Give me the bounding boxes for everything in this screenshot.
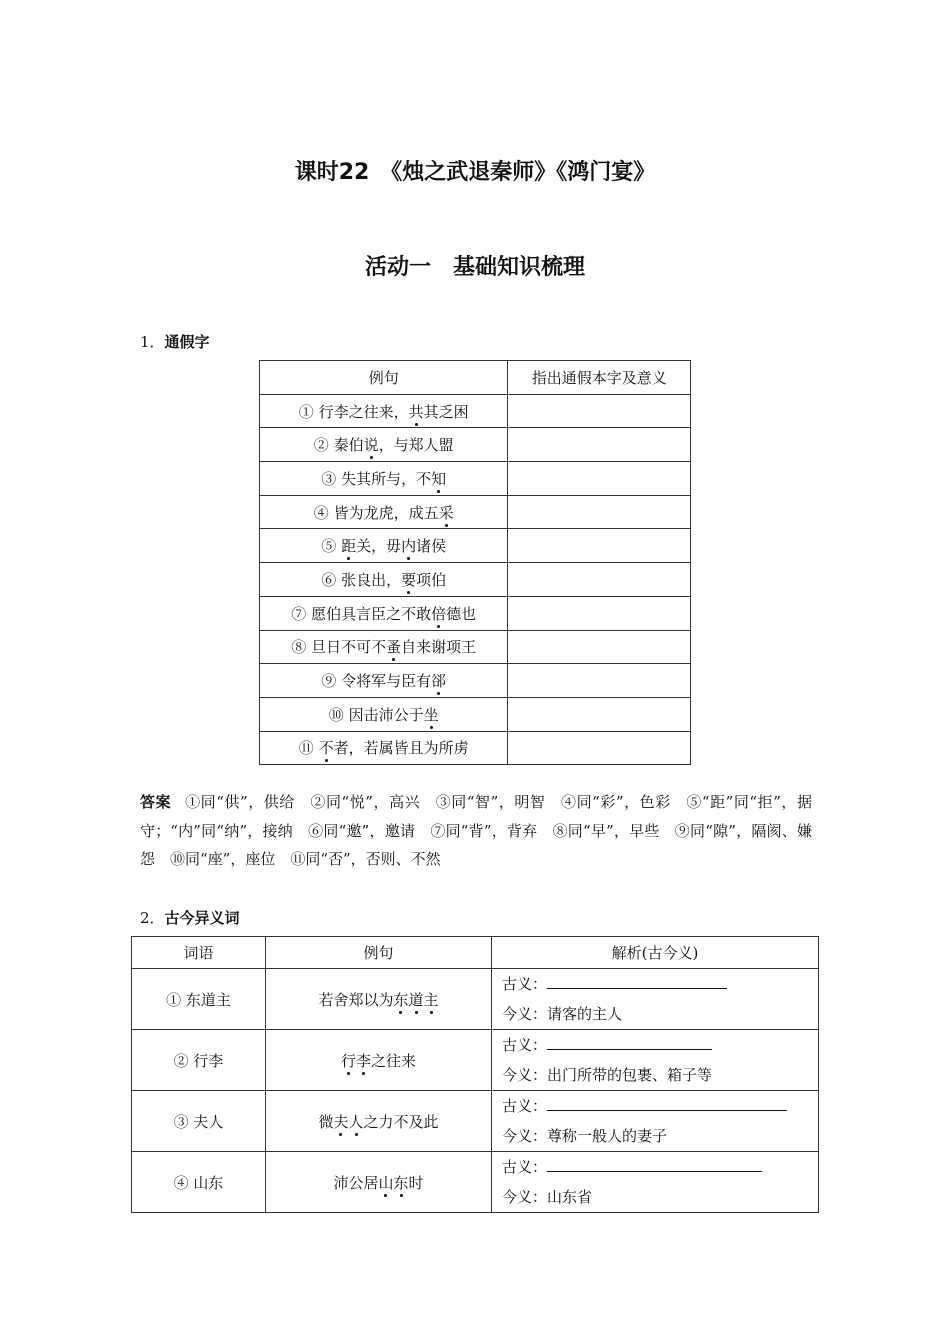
answer-cell[interactable]	[508, 529, 691, 563]
example-number: ④	[313, 503, 329, 522]
example-cell	[260, 697, 508, 731]
page-title: 课时22 《烛之武退秦师》《鸿门宴》	[294, 160, 656, 185]
dotted-char: 采	[438, 503, 454, 522]
table-row	[260, 529, 691, 563]
dotted-char: 内	[401, 537, 417, 556]
gu-blank[interactable]	[547, 1156, 762, 1172]
example-cell	[266, 1152, 492, 1213]
table-header-row	[260, 361, 691, 395]
example-text: 张良出，	[341, 570, 402, 589]
answer-cell[interactable]	[508, 731, 691, 765]
example-text: 之往来	[371, 1051, 417, 1070]
dotted-char: 知	[431, 469, 447, 488]
gu-line	[502, 969, 818, 999]
gu-blank[interactable]	[547, 1034, 712, 1050]
answer-label: 答案	[140, 793, 172, 811]
gu-line	[502, 1091, 818, 1121]
example-cell	[260, 462, 508, 496]
example-text: 诸侯	[416, 537, 447, 556]
gujin-table	[131, 936, 819, 1213]
answer-cell[interactable]	[508, 697, 691, 731]
answer-cell[interactable]	[508, 394, 691, 428]
jin-text: 尊称一般人的妻子	[547, 1127, 668, 1145]
example-text: 若舍郑以为	[318, 990, 394, 1009]
example-number: ②	[313, 436, 329, 455]
answer-cell[interactable]	[508, 563, 691, 597]
gu-blank[interactable]	[547, 1095, 787, 1111]
example-text: 皆为龙虎，成五	[333, 503, 439, 522]
example-cell	[260, 495, 508, 529]
example-number: ⑤	[321, 537, 337, 556]
example-text: 时	[408, 1173, 424, 1192]
dotted-char: 共	[408, 402, 424, 421]
example-cell	[260, 731, 508, 765]
example-number: ⑩	[328, 705, 344, 724]
dotted-char: 要	[401, 570, 417, 589]
dotted-char: 东	[393, 990, 409, 1009]
jin-line	[502, 999, 818, 1029]
analysis-cell	[492, 1152, 819, 1213]
example-text: 之力不及此	[363, 1112, 439, 1131]
example-number: ⑪	[298, 739, 314, 758]
table-row	[132, 969, 819, 1030]
example-number: ⑦	[291, 604, 307, 623]
answer-cell[interactable]	[508, 596, 691, 630]
dotted-words	[393, 991, 438, 1009]
jin-label: 今义：	[502, 1005, 548, 1023]
example-text: 其乏困	[423, 402, 469, 421]
answer-cell[interactable]	[508, 664, 691, 698]
jin-text: 请客的主人	[547, 1005, 623, 1023]
analysis-cell	[492, 1030, 819, 1091]
gu-label: 古义：	[502, 1097, 548, 1115]
example-text: 沛公居	[333, 1173, 379, 1192]
example-text: 失其所与，不	[341, 469, 432, 488]
table-row	[260, 697, 691, 731]
section-number: 2．	[140, 909, 165, 927]
table-row	[260, 731, 691, 765]
table-row	[260, 428, 691, 462]
table-row	[260, 563, 691, 597]
dotted-char: 蚤	[386, 638, 402, 657]
answer-cell[interactable]	[508, 630, 691, 664]
table-row	[260, 630, 691, 664]
dotted-char: 道	[408, 990, 424, 1009]
example-text: 关，毋	[356, 537, 402, 556]
table-row	[260, 664, 691, 698]
column-header-example: 例句	[266, 937, 492, 969]
dotted-char: 距	[341, 537, 357, 556]
column-header-word: 词语	[132, 937, 266, 969]
example-text: 行李之往来，	[318, 402, 409, 421]
dotted-char: 东	[393, 1173, 409, 1192]
section-label: 通假字	[164, 333, 210, 351]
column-header-example: 例句	[260, 361, 508, 395]
gu-label: 古义：	[502, 1036, 548, 1054]
example-cell	[260, 428, 508, 462]
example-cell	[260, 563, 508, 597]
table-row	[260, 596, 691, 630]
example-cell	[260, 630, 508, 664]
dotted-char: 说	[363, 436, 379, 455]
example-cell	[260, 596, 508, 630]
dotted-char: 主	[423, 990, 439, 1009]
table-row	[260, 495, 691, 529]
example-text: 因击沛公于	[348, 705, 424, 724]
jin-text: 山东省	[547, 1188, 593, 1206]
jin-label: 今义：	[502, 1188, 548, 1206]
dotted-char: 山	[378, 1173, 394, 1192]
dotted-words	[333, 1113, 363, 1131]
dotted-char: 坐	[423, 705, 439, 724]
example-number: ①	[298, 402, 314, 421]
jin-line	[502, 1182, 818, 1212]
analysis-cell	[492, 969, 819, 1030]
example-cell	[266, 1091, 492, 1152]
example-text: 愿伯具言臣之不敢	[311, 604, 432, 623]
section-gujin	[140, 907, 240, 928]
example-text: ，与郑人盟	[378, 436, 454, 455]
dotted-char: 李	[355, 1051, 371, 1070]
example-text: 秦伯	[333, 436, 364, 455]
column-header-analysis: 解析(古今义)	[492, 937, 819, 969]
jin-label: 今义：	[502, 1127, 548, 1145]
analysis-cell	[492, 1091, 819, 1152]
example-number: ⑨	[321, 672, 337, 691]
example-number: ③	[321, 469, 337, 488]
example-text: 德也	[446, 604, 477, 623]
example-cell	[260, 529, 508, 563]
table-row	[132, 1152, 819, 1213]
section-number: 1．	[140, 333, 165, 351]
dotted-char: 倍	[431, 604, 447, 623]
example-cell	[266, 1030, 492, 1091]
answer-cell[interactable]	[508, 428, 691, 462]
section-tongjiazi	[140, 331, 210, 352]
gu-line	[502, 1152, 818, 1182]
tongjiazi-table	[259, 360, 691, 765]
jin-line	[502, 1060, 818, 1090]
answer-cell[interactable]	[508, 495, 691, 529]
answer-cell[interactable]	[508, 462, 691, 496]
dotted-char: 郤	[431, 672, 447, 691]
jin-text: 出门所带的包裹、箱子等	[547, 1066, 713, 1084]
example-number: ⑥	[321, 570, 337, 589]
example-text: 者，若属皆且为所虏	[333, 739, 469, 758]
dotted-char: 人	[348, 1112, 364, 1131]
example-text: 自来谢项王	[401, 638, 477, 657]
example-text: 旦日不可不	[311, 638, 387, 657]
table-row	[260, 394, 691, 428]
word-cell: ③ 夫人	[132, 1091, 266, 1152]
jin-line	[502, 1121, 818, 1151]
example-text: 项伯	[416, 570, 447, 589]
answer-block	[140, 788, 812, 874]
table-row	[132, 1030, 819, 1091]
dotted-char: 夫	[333, 1112, 349, 1131]
gu-label: 古义：	[502, 975, 548, 993]
dotted-char: 不	[318, 739, 334, 758]
column-header-answer: 指出通假本字及意义	[508, 361, 691, 395]
dotted-words	[341, 1052, 371, 1070]
example-cell	[260, 394, 508, 428]
word-cell: ④ 山东	[132, 1152, 266, 1213]
answer-text: ①同“供”，供给 ②同“悦”，高兴 ③同“智”，明智 ④同“彩”，色彩 ⑤“距”同“拒”，据守；“内”同“纳”，接纳 ⑥同“邀”，邀请 ⑦同“背”，背弃 ⑧同“早”，早些 ⑨同“隙”，隔阂、嫌怨 ⑩同“座”，座位 ⑪同“否”，否则、不然	[140, 793, 812, 868]
gu-line	[502, 1030, 818, 1060]
example-cell	[266, 969, 492, 1030]
table-row	[260, 462, 691, 496]
activity-heading: 活动一 基础知识梳理	[364, 255, 585, 280]
dotted-char: 行	[340, 1051, 356, 1070]
gu-label: 古义：	[502, 1158, 548, 1176]
gu-blank[interactable]	[547, 973, 727, 989]
section-label: 古今异义词	[164, 909, 240, 927]
table-row	[132, 1091, 819, 1152]
example-cell	[260, 664, 508, 698]
word-cell: ② 行李	[132, 1030, 266, 1091]
table-header-row	[132, 937, 819, 969]
example-text: 微	[318, 1112, 334, 1131]
example-number: ⑧	[291, 638, 307, 657]
word-cell: ① 东道主	[132, 969, 266, 1030]
example-text: 令将军与臣有	[341, 672, 432, 691]
jin-label: 今义：	[502, 1066, 548, 1084]
dotted-words	[378, 1174, 408, 1192]
